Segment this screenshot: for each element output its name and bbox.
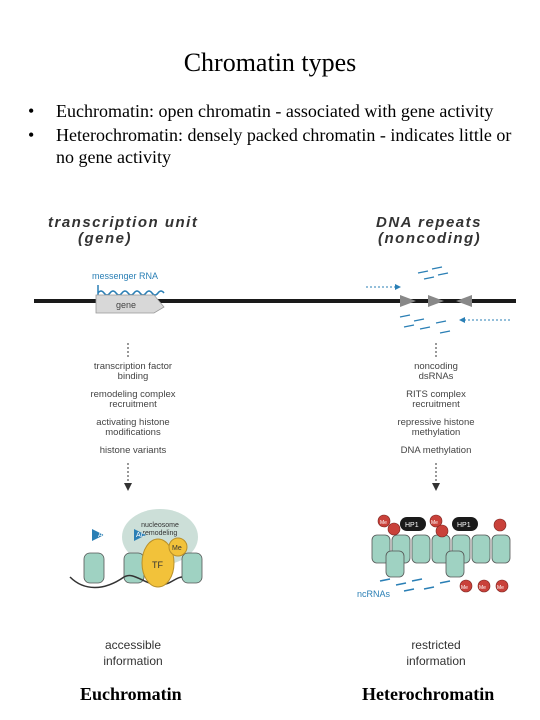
- nucleosome: [492, 535, 510, 563]
- hp1-label: HP1: [457, 522, 471, 529]
- me-label: Me: [431, 520, 438, 526]
- bullet-euchromatin: [28, 100, 518, 122]
- left-heading-line1: transcription unit: [48, 214, 199, 231]
- me-mark: [388, 523, 400, 535]
- nucleosome: [386, 551, 404, 577]
- left-step: binding: [117, 371, 149, 382]
- left-step: activating histone: [96, 417, 170, 428]
- right-step: noncoding: [414, 361, 458, 372]
- left-heading-line2: (gene): [78, 230, 132, 247]
- nucleosome: [472, 535, 490, 563]
- bullet-dot: •: [28, 125, 35, 145]
- nucleosome: [446, 551, 464, 577]
- right-outcome: information: [406, 654, 466, 668]
- right-heading-line1: DNA repeats: [376, 214, 482, 231]
- left-outcome: accessible: [104, 638, 162, 652]
- right-step: dsRNAs: [418, 371, 454, 382]
- heterochromatin-illustration: [357, 515, 510, 599]
- repeat-arrow: [428, 295, 444, 307]
- nucleosome: [84, 553, 104, 583]
- euchromatin-illustration: [70, 509, 202, 588]
- ac-label: Ac: [98, 532, 107, 539]
- me-label: Me: [380, 520, 387, 526]
- me-mark: [494, 519, 506, 531]
- nucleosome: [124, 553, 144, 583]
- remodeling-label: remodeling: [142, 530, 178, 537]
- ac-label: Ac: [136, 532, 145, 539]
- tf-label: TF: [152, 560, 163, 570]
- nucleosome: [182, 553, 202, 583]
- nucleosome: [412, 535, 430, 563]
- me-label: Me: [497, 585, 504, 591]
- left-outcome: information: [103, 654, 163, 668]
- ncrna-dashes: [380, 579, 450, 591]
- repeat-arrow: [456, 295, 472, 307]
- me-mark: [436, 525, 448, 537]
- caption-euchromatin: Euchromatin: [80, 684, 182, 704]
- left-step: histone variants: [99, 445, 167, 456]
- left-step: recruitment: [109, 399, 157, 410]
- right-step: RITS complex: [406, 389, 466, 400]
- repeat-arrow: [400, 295, 416, 307]
- right-step: repressive histone: [397, 417, 475, 428]
- right-step: methylation: [411, 427, 461, 438]
- mrna-wave: [98, 291, 164, 295]
- remodeling-label: nucleosome: [141, 522, 179, 529]
- right-step: DNA methylation: [400, 445, 472, 456]
- me-label: Me: [172, 545, 182, 552]
- mrna-label: messenger RNA: [92, 271, 159, 281]
- bullet-text: Heterochromatin: densely packed chromatin - indicates little or no gene activity: [56, 125, 512, 167]
- hp1-label: HP1: [405, 522, 419, 529]
- gene-label: gene: [116, 300, 137, 310]
- right-outcome: restricted: [411, 638, 461, 652]
- left-step: transcription factor: [93, 361, 173, 372]
- ncrnas-label: ncRNAs: [357, 589, 391, 599]
- left-step: modifications: [105, 427, 161, 438]
- bullet-dot: •: [28, 101, 35, 121]
- chromatin-diagram: [0, 205, 540, 720]
- repeat-arrows: [400, 295, 472, 307]
- slide-title: Chromatin types: [183, 48, 357, 77]
- me-label: Me: [479, 585, 486, 591]
- bullet-text: Euchromatin: open chromatin - associated with gene activity: [56, 101, 494, 121]
- me-label: Me: [461, 585, 468, 591]
- caption-heterochromatin: Heterochromatin: [362, 684, 495, 704]
- right-step: recruitment: [412, 399, 460, 410]
- bullet-heterochromatin: [28, 124, 518, 168]
- left-step: remodeling complex: [90, 389, 176, 400]
- right-heading-line2: (noncoding): [378, 230, 482, 247]
- bullet-list: [28, 100, 518, 170]
